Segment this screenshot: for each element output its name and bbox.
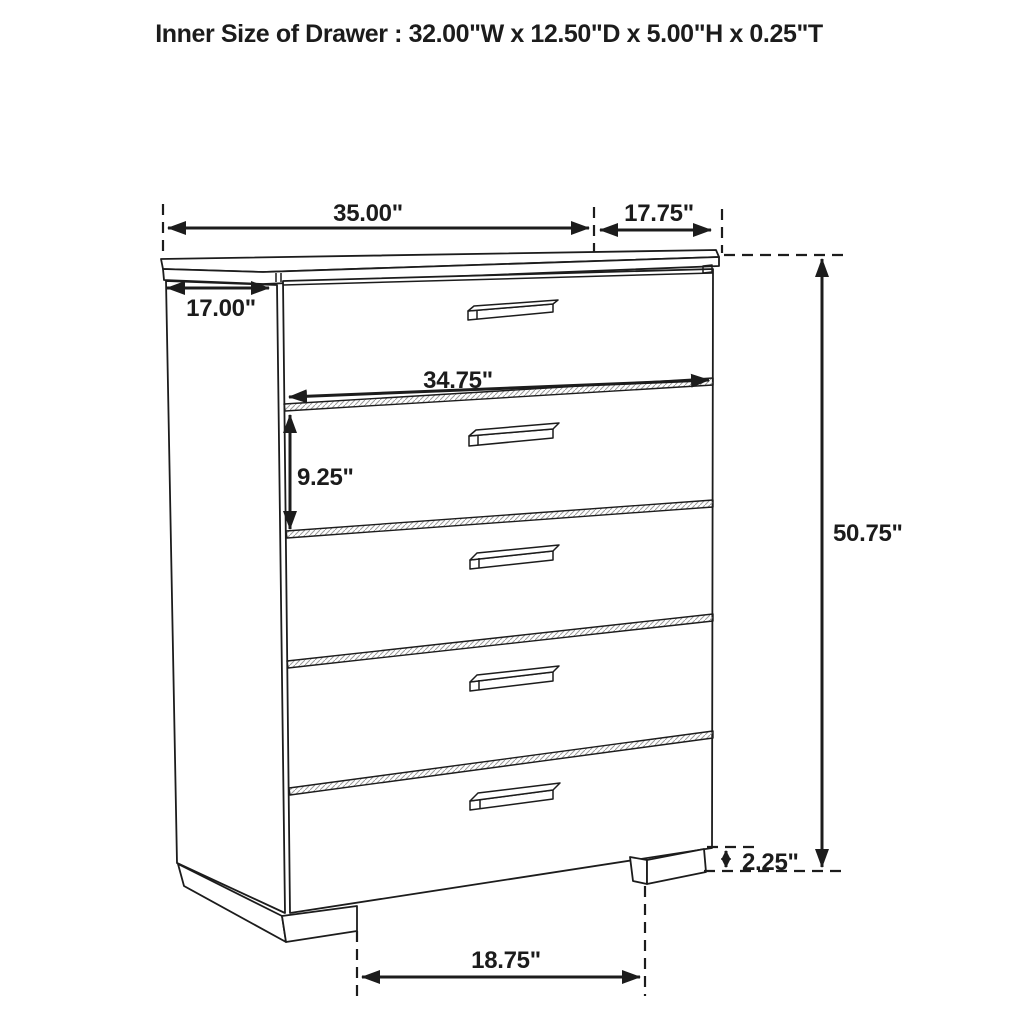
dim-label-side-depth: 17.00" [186, 295, 256, 322]
dim-overall-height [724, 255, 903, 867]
dim-label-drawer-height: 9.25" [297, 464, 354, 491]
page-title: Inner Size of Drawer : 32.00"W x 12.50"D x 5.00"H x 0.25"T [155, 20, 823, 48]
dim-label-overall-height: 50.75" [833, 520, 903, 547]
chest-side-panel [166, 281, 285, 913]
dim-label-top-side-depth: 17.75" [624, 200, 694, 227]
chest-front-face [276, 265, 713, 913]
dim-foot-height [704, 847, 846, 876]
dim-label-top-width: 35.00" [333, 200, 403, 227]
dim-label-foot-spacing: 18.75" [471, 947, 541, 974]
dim-foot-spacing [357, 886, 645, 996]
dim-label-foot-height: 2.25" [742, 849, 799, 876]
chest-drawing [161, 250, 719, 942]
dim-top-width [163, 200, 594, 256]
dim-top-side-depth [600, 200, 722, 253]
dim-label-drawer-width: 34.75" [423, 367, 493, 394]
